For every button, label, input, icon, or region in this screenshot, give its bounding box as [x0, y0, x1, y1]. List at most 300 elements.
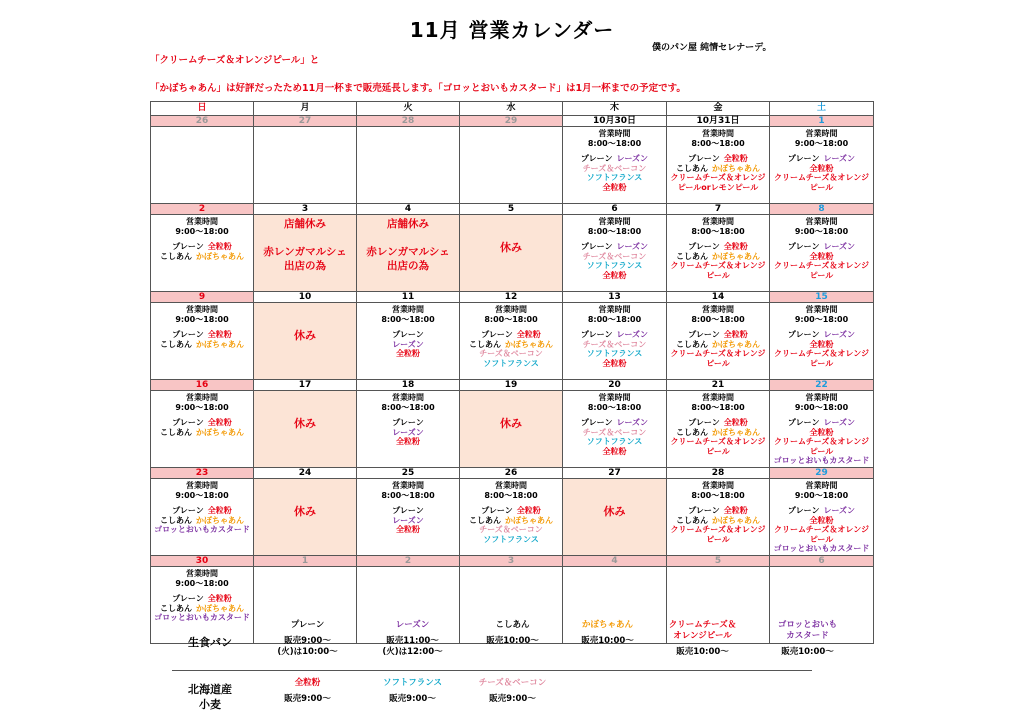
date-cell: 30 — [151, 556, 254, 567]
day-cell — [667, 215, 770, 292]
product-name: プレーン — [172, 330, 204, 339]
product-name: プレーン — [580, 330, 613, 339]
open-info — [770, 303, 873, 368]
product-name: レーズン — [616, 154, 649, 163]
open-info — [151, 215, 253, 261]
product-name: ソフトフランス — [586, 437, 643, 446]
product-line — [357, 330, 459, 340]
hours-label: 営業時間 — [702, 129, 734, 138]
notice-line-1: 「クリームチーズ＆オレンジピール」と — [150, 55, 320, 66]
product-line — [770, 506, 873, 516]
day-cell — [770, 303, 874, 380]
product-line — [770, 173, 873, 183]
product-name: レーズン — [392, 339, 424, 349]
product-name: かぼちゃあん — [505, 515, 553, 525]
date-row — [151, 556, 874, 567]
product-line — [357, 428, 459, 438]
day-cell — [460, 479, 563, 556]
open-info — [460, 479, 562, 544]
date-cell: 23 — [151, 468, 254, 479]
product-name: ソフトフランス — [483, 534, 539, 544]
product-name: レーズン — [823, 418, 856, 427]
date-cell: 1 — [770, 116, 874, 127]
legend-item — [655, 620, 750, 658]
product-line — [151, 252, 253, 262]
product-line — [151, 418, 253, 428]
product-line — [563, 447, 666, 457]
product-name: 全粒粉 — [723, 506, 748, 515]
product-name: プレーン — [580, 242, 613, 251]
product-name: クリームチーズ＆オレンジ — [670, 525, 766, 534]
hours-label: 営業時間 — [598, 129, 631, 138]
product-legend — [150, 618, 873, 718]
product-line — [667, 340, 769, 350]
product-name: 全粒粉 — [809, 339, 834, 349]
product-line — [667, 506, 769, 516]
day-cell — [460, 215, 563, 292]
product-name: レーズン — [823, 154, 856, 163]
product-line — [563, 330, 666, 340]
legend-item-name: ソフトフランス — [383, 678, 442, 688]
product-line — [770, 359, 873, 369]
product-line — [667, 330, 769, 340]
hours-label: 営業時間 — [186, 305, 218, 314]
product-name: チーズ＆ベーコン — [582, 339, 647, 349]
product-line — [667, 154, 769, 164]
date-cell: 2 — [357, 556, 460, 567]
day-cell — [460, 303, 563, 380]
product-name: こしあん — [160, 515, 192, 525]
date-row — [151, 204, 874, 215]
event-line — [254, 231, 356, 245]
weekday-sat: 土 — [770, 102, 874, 116]
date-cell: 10月30日 — [563, 116, 667, 127]
hours-value: 8:00～18:00 — [691, 490, 745, 500]
product-name: チーズ＆ベーコン — [479, 349, 543, 358]
date-cell: 29 — [770, 468, 874, 479]
product-line — [151, 594, 253, 604]
legend-sale-time: 販売9:00～ — [489, 694, 536, 704]
closed-label: 休み — [294, 329, 316, 342]
product-line — [667, 525, 769, 535]
product-name: チーズ＆ベーコン — [582, 163, 647, 173]
product-line — [460, 535, 562, 545]
legend-sale-time: (火)は10:00～ — [277, 647, 338, 657]
legend-item-name: 全粒粉 — [294, 678, 321, 688]
product-name: かぼちゃあん — [196, 603, 244, 613]
hours-label: 営業時間 — [702, 393, 734, 402]
event-notice — [254, 217, 356, 273]
product-name: レーズン — [616, 242, 649, 251]
product-name: かぼちゃあん — [196, 339, 244, 349]
open-info — [357, 303, 459, 359]
product-line — [667, 271, 769, 281]
product-name: ゴロッとおいもカスタード — [773, 456, 870, 465]
day-cell — [254, 303, 357, 380]
product-line — [667, 164, 769, 174]
product-line — [460, 359, 562, 369]
product-line — [770, 164, 873, 174]
product-line — [460, 516, 562, 526]
product-line — [151, 330, 253, 340]
product-name: ソフトフランス — [586, 261, 643, 270]
date-cell: 6 — [563, 204, 667, 215]
product-name: 全粒粉 — [207, 242, 232, 251]
day-cell — [667, 391, 770, 468]
date-cell: 27 — [254, 116, 357, 127]
product-name: こしあん — [469, 515, 501, 525]
event-line: 赤レンガマルシェ — [366, 246, 450, 258]
date-row — [151, 468, 874, 479]
week-row — [151, 391, 874, 468]
legend-divider — [172, 670, 812, 671]
product-line — [667, 535, 769, 545]
product-name: レーズン — [823, 330, 856, 339]
product-name: 全粒粉 — [809, 515, 834, 525]
product-name: プレーン — [787, 242, 820, 251]
weekday-thu: 木 — [563, 102, 667, 116]
hours-label: 営業時間 — [186, 481, 218, 490]
product-name: 全粒粉 — [809, 427, 834, 437]
product-line — [357, 418, 459, 428]
product-name: レーズン — [616, 330, 649, 339]
date-cell: 22 — [770, 380, 874, 391]
product-line — [563, 261, 666, 271]
open-info — [357, 391, 459, 447]
date-cell: 29 — [460, 116, 563, 127]
product-line — [460, 506, 562, 516]
open-info — [770, 391, 873, 466]
hours-value: 9:00～18:00 — [794, 402, 849, 412]
hours-label: 営業時間 — [392, 481, 424, 490]
product-name: 全粒粉 — [602, 446, 627, 456]
product-name: かぼちゃあん — [712, 427, 760, 437]
product-name: プレーン — [688, 418, 720, 427]
product-name: レーズン — [392, 515, 424, 525]
hours-value: 9:00～18:00 — [794, 138, 849, 148]
legend-item — [465, 678, 560, 705]
date-cell: 26 — [460, 468, 563, 479]
date-cell: 11 — [357, 292, 460, 303]
open-info — [151, 391, 253, 437]
product-line — [770, 456, 873, 466]
week-row — [151, 215, 874, 292]
date-cell: 20 — [563, 380, 667, 391]
date-cell: 24 — [254, 468, 357, 479]
product-line — [667, 173, 769, 183]
hours-value: 8:00～18:00 — [587, 226, 642, 236]
legend-item-name: チーズ＆ベーコン — [478, 678, 547, 688]
date-cell: 21 — [667, 380, 770, 391]
product-name: 全粒粉 — [602, 358, 627, 368]
day-cell — [770, 479, 874, 556]
product-name: プレーン — [787, 418, 820, 427]
product-name: かぼちゃあん — [196, 251, 244, 261]
product-name: プレーン — [481, 330, 513, 339]
product-line — [460, 349, 562, 359]
product-name: ピール — [706, 446, 730, 456]
open-info — [667, 303, 769, 368]
hours-value: 8:00～18:00 — [484, 490, 538, 500]
product-name: 全粒粉 — [809, 251, 834, 261]
date-cell: 14 — [667, 292, 770, 303]
date-cell: 27 — [563, 468, 667, 479]
legend-sale-time: 販売9:00～ — [284, 694, 331, 704]
product-line — [770, 544, 873, 554]
product-line — [460, 525, 562, 535]
legend-sale-time: 販売10:00～ — [581, 636, 634, 646]
product-line — [770, 271, 873, 281]
day-cell — [254, 127, 357, 204]
product-line — [460, 340, 562, 350]
product-name: ゴロッとおいもカスタード — [773, 544, 870, 553]
weekday-fri: 金 — [667, 102, 770, 116]
product-name: こしあん — [160, 251, 192, 261]
product-name: ピール — [809, 182, 834, 192]
product-line — [151, 428, 253, 438]
product-line — [667, 183, 769, 193]
hours-label: 営業時間 — [598, 393, 631, 402]
product-line — [357, 340, 459, 350]
product-name: 全粒粉 — [723, 242, 748, 251]
product-line — [563, 164, 666, 174]
product-name: こしあん — [469, 339, 501, 349]
legend-item-name: オレンジピール — [673, 631, 732, 641]
product-line — [667, 447, 769, 457]
product-line — [151, 516, 253, 526]
legend-sale-time: 販売11:00～ — [386, 636, 439, 646]
legend-item-name: カスタード — [786, 631, 829, 641]
product-name: プレーン — [688, 242, 720, 251]
product-name: かぼちゃあん — [196, 515, 244, 525]
product-line — [770, 447, 873, 457]
product-name: こしあん — [160, 603, 192, 613]
legend-item — [365, 620, 460, 658]
hours-label: 営業時間 — [392, 305, 424, 314]
shop-name: 僕のパン屋 純情セレナーデ。 — [652, 43, 772, 53]
event-line: 赤レンガマルシェ — [263, 246, 347, 258]
week-row — [151, 127, 874, 204]
product-line — [770, 349, 873, 359]
hours-value: 8:00～18:00 — [587, 402, 642, 412]
product-name: 全粒粉 — [602, 270, 627, 280]
product-line — [667, 359, 769, 369]
closed-label: 休み — [294, 505, 316, 518]
date-cell: 28 — [667, 468, 770, 479]
event-line: 出店の為 — [387, 260, 429, 272]
product-line — [563, 418, 666, 428]
product-line — [460, 330, 562, 340]
hours-value: 8:00～18:00 — [381, 490, 435, 500]
day-cell — [667, 479, 770, 556]
product-name: 全粒粉 — [396, 525, 420, 534]
product-line — [770, 261, 873, 271]
event-notice — [357, 217, 459, 273]
product-line — [667, 418, 769, 428]
product-line — [357, 349, 459, 359]
product-name: 全粒粉 — [723, 418, 748, 427]
product-line — [667, 437, 769, 447]
hours-value: 8:00～18:00 — [381, 314, 435, 324]
hours-label: 営業時間 — [805, 305, 838, 314]
hours-label: 営業時間 — [186, 217, 218, 226]
product-line — [357, 525, 459, 535]
open-info — [667, 479, 769, 544]
product-name: 全粒粉 — [723, 154, 748, 163]
hours-label: 営業時間 — [805, 393, 838, 402]
product-name: プレーン — [580, 418, 613, 427]
date-cell: 8 — [770, 204, 874, 215]
product-name: プレーン — [172, 242, 204, 251]
hours-value: 8:00～18:00 — [691, 402, 745, 412]
closed-label: 休み — [500, 417, 522, 430]
hours-label: 営業時間 — [495, 481, 527, 490]
weekday-wed: 水 — [460, 102, 563, 116]
product-line — [563, 437, 666, 447]
date-cell: 9 — [151, 292, 254, 303]
day-cell — [357, 127, 460, 204]
hours-value: 9:00～18:00 — [794, 314, 849, 324]
date-cell: 25 — [357, 468, 460, 479]
open-info — [563, 391, 666, 456]
product-line — [770, 252, 873, 262]
product-line — [770, 340, 873, 350]
legend-label-shokupan: 生食パン — [188, 636, 232, 649]
date-cell: 10 — [254, 292, 357, 303]
product-line — [770, 428, 873, 438]
product-name: こしあん — [676, 339, 708, 349]
product-line — [667, 242, 769, 252]
hours-label: 営業時間 — [598, 305, 631, 314]
day-cell — [254, 479, 357, 556]
date-cell: 3 — [254, 204, 357, 215]
product-name: かぼちゃあん — [712, 163, 760, 173]
product-name: 全粒粉 — [207, 594, 232, 603]
product-line — [770, 418, 873, 428]
day-cell — [770, 215, 874, 292]
legend-sale-time: 販売9:00～ — [389, 694, 436, 704]
product-name: ゴロッとおいもカスタード — [154, 525, 250, 534]
legend-item-name: ゴロッとおいも — [777, 620, 838, 630]
product-name: クリームチーズ＆オレンジ — [670, 173, 766, 182]
date-row — [151, 380, 874, 391]
product-line — [563, 242, 666, 252]
weekday-tue: 火 — [357, 102, 460, 116]
product-name: プレーン — [172, 506, 204, 515]
hours-label: 営業時間 — [805, 217, 838, 226]
date-cell: 1 — [254, 556, 357, 567]
open-info — [563, 215, 666, 280]
product-name: レーズン — [823, 242, 856, 251]
event-line: 店舗休み — [387, 218, 429, 230]
product-name: チーズ＆ベーコン — [582, 427, 647, 437]
product-line — [770, 183, 873, 193]
open-info — [151, 303, 253, 349]
date-cell: 15 — [770, 292, 874, 303]
date-cell: 26 — [151, 116, 254, 127]
product-line — [151, 604, 253, 614]
date-cell: 17 — [254, 380, 357, 391]
hours-value: 9:00～18:00 — [175, 490, 229, 500]
open-info — [563, 127, 666, 192]
open-info — [667, 391, 769, 456]
legend-item-name: レーズン — [395, 620, 430, 630]
hours-value: 8:00～18:00 — [587, 138, 642, 148]
hours-value: 9:00～18:00 — [175, 314, 229, 324]
day-cell — [460, 391, 563, 468]
open-info — [770, 127, 873, 192]
product-name: こしあん — [676, 427, 708, 437]
product-line — [667, 428, 769, 438]
date-cell: 28 — [357, 116, 460, 127]
product-line — [357, 516, 459, 526]
notice-line-2: 「かぼちゃあん」は好評だったため11月一杯まで販売延長します。「ゴロッとおいもカスタード」は1月一杯までの予定です。 — [150, 83, 686, 94]
product-name: ソフトフランス — [586, 173, 643, 182]
week-row — [151, 303, 874, 380]
legend-item-name: かぼちゃあん — [581, 620, 633, 630]
day-cell — [254, 215, 357, 292]
product-name: プレーン — [688, 154, 720, 163]
event-line: 出店の為 — [284, 260, 326, 272]
product-line — [563, 173, 666, 183]
open-info — [460, 303, 562, 368]
hours-label: 営業時間 — [392, 393, 424, 402]
product-name: プレーン — [688, 506, 720, 515]
legend-item-name: こしあん — [495, 620, 530, 630]
day-cell — [357, 479, 460, 556]
legend-sale-time: 販売10:00～ — [676, 647, 729, 657]
legend-item — [260, 678, 355, 705]
day-cell — [151, 479, 254, 556]
date-cell: 3 — [460, 556, 563, 567]
hours-value: 8:00～18:00 — [691, 226, 745, 236]
product-line — [563, 349, 666, 359]
product-name: 全粒粉 — [809, 163, 834, 173]
product-line — [770, 437, 873, 447]
product-line — [151, 506, 253, 516]
product-name: プレーン — [392, 506, 424, 515]
hours-value: 9:00～18:00 — [794, 490, 849, 500]
product-line — [563, 359, 666, 369]
weekday-header-row — [151, 102, 874, 116]
closed-label: 休み — [294, 417, 316, 430]
product-name: ピール — [706, 270, 730, 280]
date-cell: 19 — [460, 380, 563, 391]
product-name: 全粒粉 — [516, 330, 541, 339]
open-info — [563, 303, 666, 368]
hours-label: 営業時間 — [702, 305, 734, 314]
product-line — [770, 525, 873, 535]
product-name: プレーン — [580, 154, 613, 163]
product-name: 全粒粉 — [207, 418, 232, 427]
product-line — [770, 330, 873, 340]
legend-label-hokkaido-2: 小麦 — [199, 698, 221, 711]
product-name: ピール — [706, 534, 730, 544]
legend-item-name: プレーン — [290, 620, 325, 630]
date-cell: 18 — [357, 380, 460, 391]
day-cell — [151, 127, 254, 204]
open-info — [151, 479, 253, 535]
product-name: 全粒粉 — [207, 330, 232, 339]
hours-label: 営業時間 — [702, 217, 734, 226]
product-name: ピール — [809, 534, 834, 544]
product-line — [151, 525, 253, 535]
week-row — [151, 479, 874, 556]
date-cell: 6 — [770, 556, 874, 567]
day-cell — [357, 303, 460, 380]
legend-sale-time: 販売9:00～ — [284, 636, 331, 646]
product-name: ピール — [809, 358, 834, 368]
